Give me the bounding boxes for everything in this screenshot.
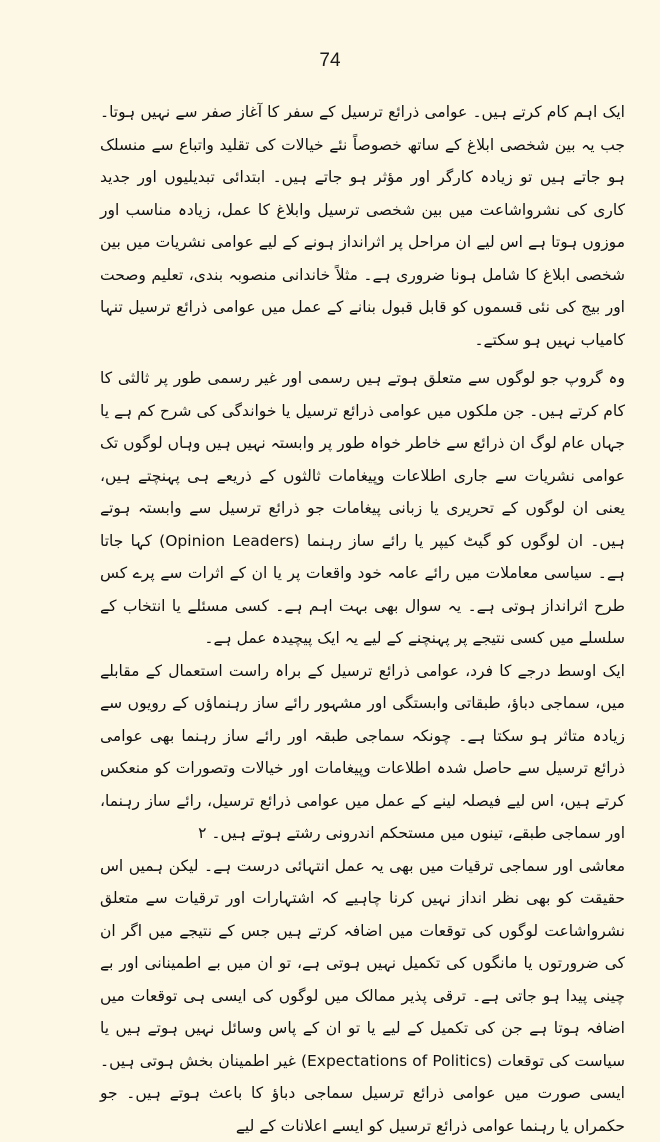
page-number: 74 (0, 50, 660, 72)
body-text (100, 96, 625, 1142)
paragraph-1: ایک اہم کام کرتے ہیں۔ عوامی ذرائع ترسیل کے سفر کا آغاز صفر سے نہیں ہوتا۔ جب یہ بین شخصی ابلاغ کے ساتھ خصوصاً نئے خیالات کی تقلید واتباع سے منسلک ہو جاتے ہیں تو زیادہ کارگر اور مؤثر ہو جاتے ہیں۔ ابتدائی تبدیلیوں اور جدید کاری کی نشرواشاعت میں بین شخصی ترسیل وابلاغ کا عمل، زیادہ مناسب اور موزوں ہوتا ہے اس لیے ان مراحل پر اثرانداز ہونے کے لیے عوامی نشریات میں بین شخصی ابلاغ کا شامل ہونا ضروری ہے۔ مثلاً خاندانی منصوبہ بندی، تعلیم وصحت اور بیج کی نئی قسموں کو قابل قبول بنانے کے عمل میں عوامی ذرائع ترسیل تنہا کامیاب نہیں ہو سکتے۔ (100, 96, 625, 356)
paragraph-3: ایک اوسط درجے کا فرد، عوامی ذرائع ترسیل کے براہ راست استعمال کے مقابلے میں، سماجی دباؤ، طبقاتی وابستگی اور مشہور رائے ساز رہنماؤں کے رویوں سے زیادہ متاثر ہو سکتا ہے۔ چونکہ سماجی طبقہ اور رائے ساز رہنما بھی عوامی ذرائع ترسیل سے حاصل شدہ اطلاعات وپیغامات اور خیالات وتصورات کو منعکس کرتے ہیں، اس لیے فیصلہ لینے کے عمل میں عوامی ذرائع ترسیل، رائے ساز رہنما، اور سماجی طبقے، تینوں میں مستحکم اندرونی رشتے ہوتے ہیں۔ ۲ (100, 655, 625, 850)
paragraph-4: معاشی اور سماجی ترقیات میں بھی یہ عمل انتہائی درست ہے۔ لیکن ہمیں اس حقیقت کو بھی نظر انداز نہیں کرنا چاہیے کہ اشتہارات اور ترقیات سے متعلق نشرواشاعت لوگوں کی توقعات میں اضافہ کرتے ہیں جس کے نتیجے میں اگر ان کی ضرورتوں یا مانگوں کی تکمیل نہیں ہوتی ہے، تو ان میں بے اطمینانی اور بے چینی پیدا ہو جاتی ہے۔ ترقی پذیر ممالک میں لوگوں کی ایسی ہی توقعات میں اضافہ ہوتا ہے جن کی تکمیل کے لیے یا تو ان کے پاس وسائل نہیں ہوتے ہیں یا سیاست کی توقعات (Expectations of Politics) غیر اطمینان بخش ہوتی ہیں۔ ایسی صورت میں عوامی ذرائع ترسیل سماجی دباؤ کا باعث ہوتے ہیں۔ جو حکمراں یا رہنما عوامی ذرائع ترسیل کو ایسے اعلانات کے لیے (100, 850, 625, 1142)
paragraph-2: وہ گروپ جو لوگوں سے متعلق ہوتے ہیں رسمی اور غیر رسمی طور پر ثالثی کا کام کرتے ہیں۔ جن ملکوں میں عوامی ذرائع ترسیل یا خواندگی کی شرح کم ہے یا جہاں عام لوگ ان ذرائع سے خاطر خواہ طور پر وابستہ نہیں ہیں وہاں لوگوں تک عوامی نشریات سے جاری اطلاعات وپیغامات ثالثوں کے ذریعے ہی پہنچتے ہیں، یعنی ان لوگوں کے تحریری یا زبانی پیغامات جو ذرائع ترسیل سے وابستہ ہوتے ہیں۔ ان لوگوں کو گیٹ کیپر یا رائے ساز رہنما (Opinion Leaders) کہا جاتا ہے۔ سیاسی معاملات میں رائے عامہ خود واقعات پر یا ان کے اثرات سے پرے کس طرح اثرانداز ہوتی ہے۔ یہ سوال بھی بہت اہم ہے۔ کسی مسئلے یا انتخاب کے سلسلے میں کسی نتیجے پر پہنچنے کے لیے یہ ایک پیچیدہ عمل ہے۔ (100, 362, 625, 655)
